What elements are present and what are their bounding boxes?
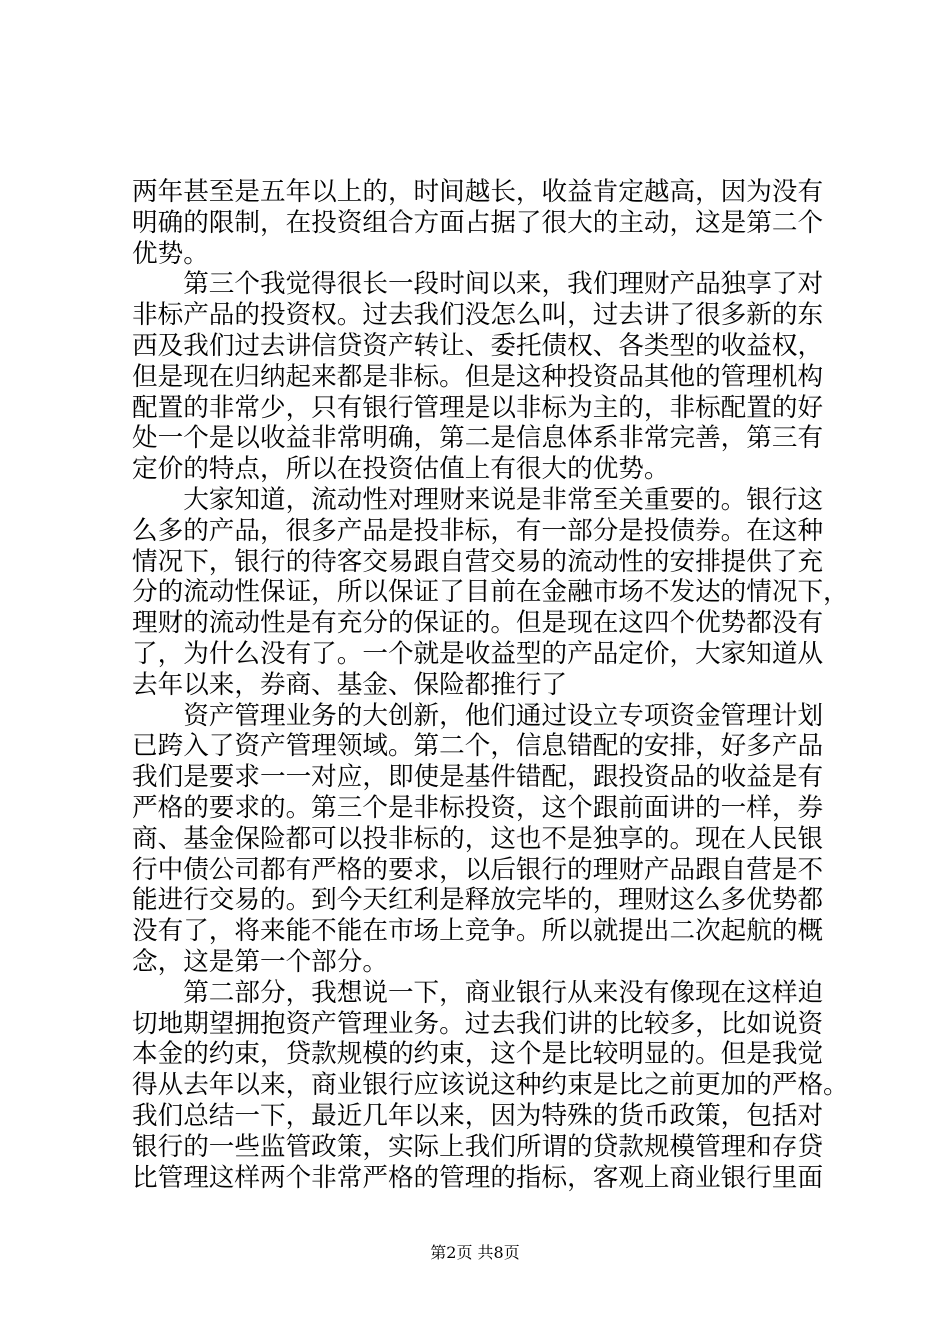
text-line: 优势。 <box>132 238 209 269</box>
text-line: 已跨入了资产管理领域。第二个，信息错配的安排，好多产品 <box>132 731 824 762</box>
text-line: 商、基金保险都可以投非标的，这也不是独享的。现在人民银 <box>132 823 824 854</box>
text-line: 分的流动性保证，所以保证了目前在金融市场不发达的情况下， <box>132 577 849 608</box>
text-line: 本金的约束，贷款规模的约束，这个是比较明显的。但是我觉 <box>132 1039 824 1070</box>
page-footer <box>0 1243 950 1263</box>
text-line: 行中债公司都有严格的要求，以后银行的理财产品跟自营是不 <box>132 854 824 885</box>
page-number-label: 第2页 共8页 <box>430 1243 520 1262</box>
text-line: 定价的特点，所以在投资估值上有很大的优势。 <box>132 454 670 485</box>
text-line: 西及我们过去讲信贷资产转让、委托债权、各类型的收益权， <box>132 330 824 361</box>
text-line: 比管理这样两个非常严格的管理的指标，客观上商业银行里面 <box>132 1162 824 1193</box>
text-line: 处一个是以收益非常明确，第二是信息体系非常完善，第三有 <box>132 423 824 454</box>
text-line: 念，这是第一个部分。 <box>132 946 388 977</box>
document-body <box>132 177 849 1193</box>
text-line: 切地期望拥抱资产管理业务。过去我们讲的比较多，比如说资 <box>132 1008 824 1039</box>
text-line: 得从去年以来，商业银行应该说这种约束是比之前更加的严格。 <box>132 1070 849 1101</box>
text-line: 了，为什么没有了。一个就是收益型的产品定价，大家知道从 <box>132 638 824 669</box>
text-line: 第二部分，我想说一下，商业银行从来没有像现在这样迫 <box>132 977 824 1008</box>
text-line: 理财的流动性是有充分的保证的。但是现在这四个优势都没有 <box>132 608 824 639</box>
text-line: 我们是要求一一对应，即使是基件错配，跟投资品的收益是有 <box>132 762 824 793</box>
text-line: 明确的限制，在投资组合方面占据了很大的主动，这是第二个 <box>132 207 824 238</box>
text-line: 两年甚至是五年以上的，时间越长，收益肯定越高，因为没有 <box>132 177 824 207</box>
text-line: 银行的一些监管政策，实际上我们所谓的贷款规模管理和存贷 <box>132 1131 824 1162</box>
text-line: 资产管理业务的大创新，他们通过设立专项资金管理计划 <box>132 700 824 731</box>
text-line: 大家知道，流动性对理财来说是非常至关重要的。银行这 <box>132 484 824 515</box>
text-line: 去年以来，券商、基金、保险都推行了 <box>132 669 568 700</box>
text-line: 我们总结一下，最近几年以来，因为特殊的货币政策，包括对 <box>132 1100 824 1131</box>
text-line: 没有了，将来能不能在市场上竞争。所以就提出二次起航的概 <box>132 916 824 947</box>
text-line: 配置的非常少，只有银行管理是以非标为主的，非标配置的好 <box>132 392 824 423</box>
text-line: 能进行交易的。到今天红利是释放完毕的，理财这么多优势都 <box>132 885 824 916</box>
text-line: 非标产品的投资权。过去我们没怎么叫，过去讲了很多新的东 <box>132 300 824 331</box>
text-line: 第三个我觉得很长一段时间以来，我们理财产品独享了对 <box>132 269 824 300</box>
text-line: 严格的要求的。第三个是非标投资，这个跟前面讲的一样，券 <box>132 792 824 823</box>
text-line: 么多的产品，很多产品是投非标，有一部分是投债券。在这种 <box>132 515 824 546</box>
text-line: 情况下，银行的待客交易跟自营交易的流动性的安排提供了充 <box>132 546 824 577</box>
text-line: 但是现在归纳起来都是非标。但是这种投资品其他的管理机构 <box>132 361 824 392</box>
